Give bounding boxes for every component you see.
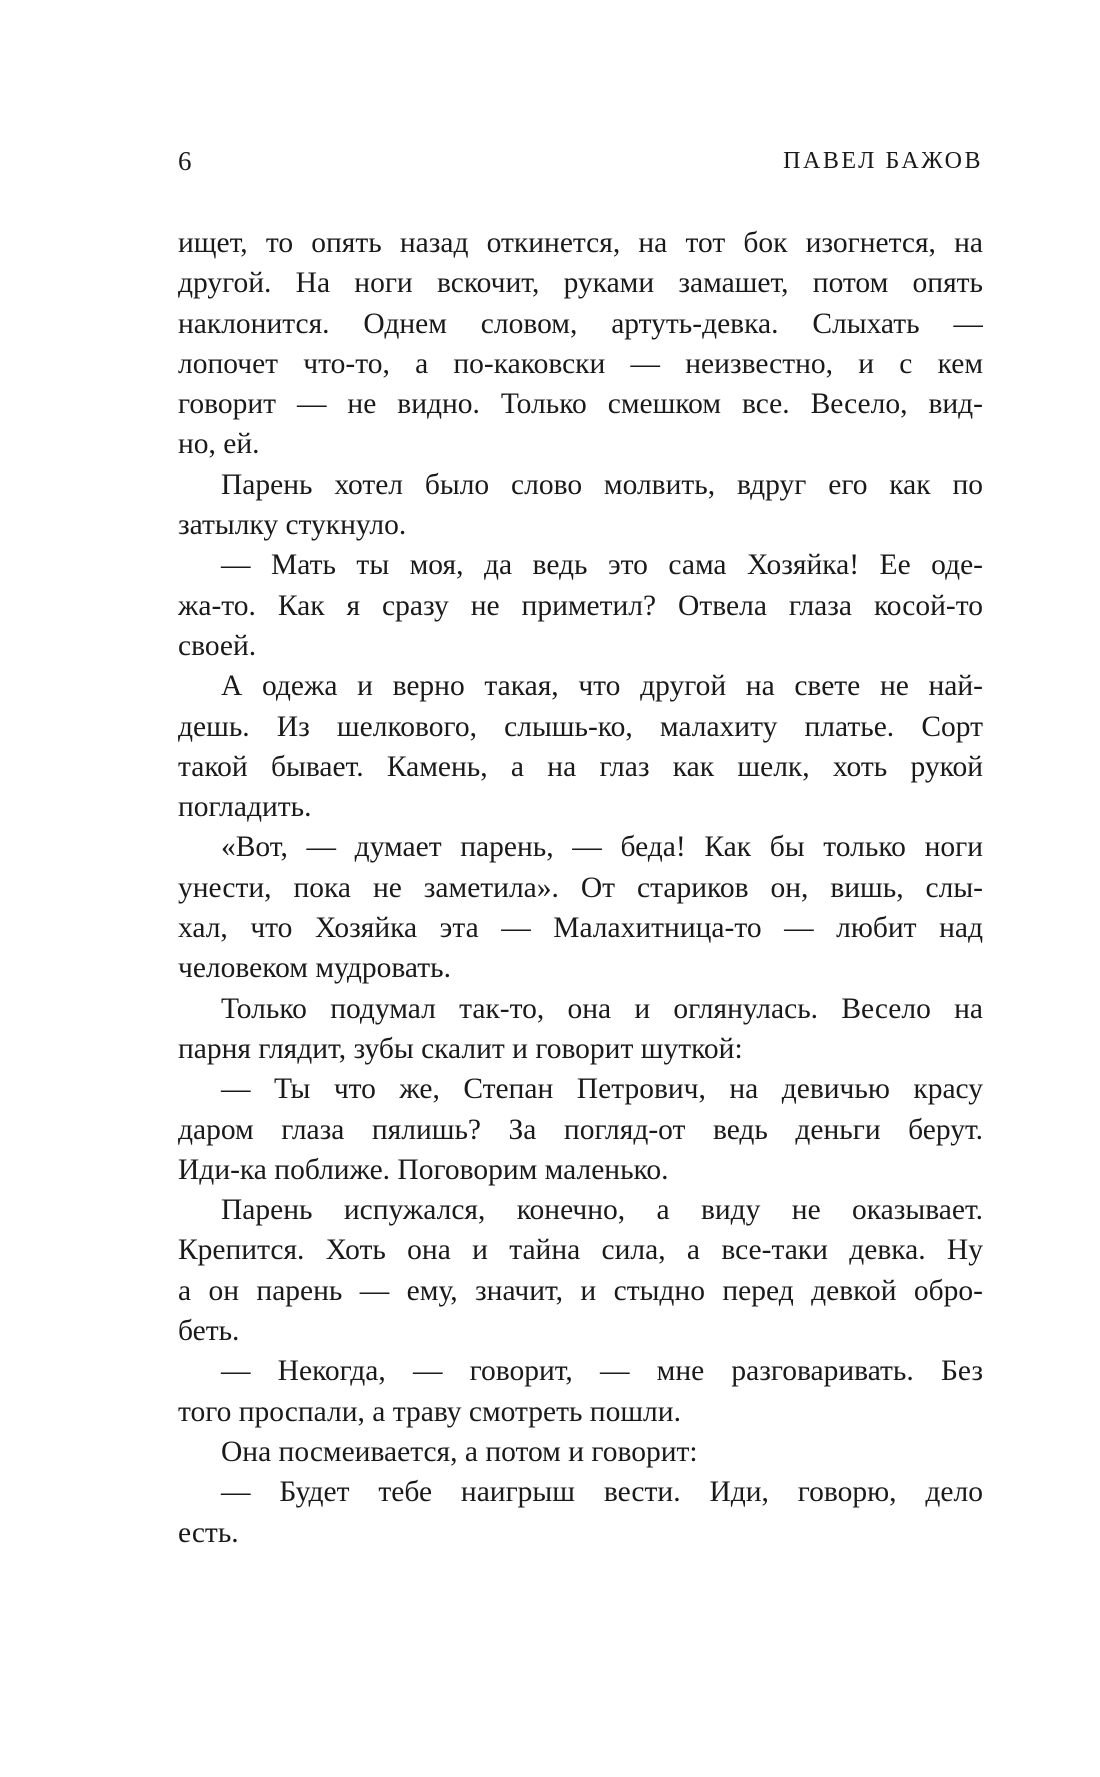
text-line: Она посмеивается, а потом и говорит: bbox=[221, 1435, 698, 1468]
page-number: 6 bbox=[178, 146, 192, 176]
text-line: — Ты что же, Степан Петрович, на девичью красу bbox=[221, 1073, 983, 1106]
text-line: унести, пока не заметила». От стариков он, вишь, слы- bbox=[178, 871, 983, 904]
text-line: Крепится. Хоть она и тайна сила, а все-таки девка. Ну bbox=[178, 1234, 983, 1267]
text-line: затылку стукнуло. bbox=[178, 509, 407, 542]
text-line: того проспали, а траву смотреть пошли. bbox=[178, 1395, 681, 1428]
body-text bbox=[178, 223, 983, 1553]
text-line: Иди-ка поближе. Поговорим маленько. bbox=[178, 1153, 669, 1186]
text-line: хал, что Хозяйка эта — Малахитница-то — любит над bbox=[178, 912, 983, 945]
running-header bbox=[178, 143, 983, 183]
text-line: своей. bbox=[178, 629, 257, 662]
text-line: Парень хотел было слово молвить, вдруг его как по bbox=[221, 468, 983, 501]
text-line: такой бывает. Камень, а на глаз как шелк, хоть рукой bbox=[178, 750, 983, 783]
text-line: жа-то. Как я сразу не приметил? Отвела глаза косой-то bbox=[178, 589, 983, 622]
text-line: погладить. bbox=[178, 791, 312, 824]
text-line: есть. bbox=[178, 1516, 239, 1549]
text-line: Парень испужался, конечно, а виду не оказывает. bbox=[221, 1194, 983, 1227]
text-line: а он парень — ему, значит, и стыдно перед девкой обро- bbox=[178, 1274, 983, 1307]
text-line: — Будет тебе наигрыш вести. Иди, говорю, дело bbox=[221, 1476, 983, 1509]
text-line: наклонится. Однем словом, артуть-девка. Слыхать — bbox=[178, 307, 983, 340]
text-line: Только подумал так-то, она и оглянулась. Весело на bbox=[221, 992, 983, 1025]
text-line: — Мать ты моя, да ведь это сама Хозяйка! Ее оде- bbox=[221, 549, 983, 582]
text-line: — Некогда, — говорит, — мне разговаривать. Без bbox=[221, 1355, 983, 1388]
text-line: но, ей. bbox=[178, 428, 260, 461]
text-line: ищет, то опять назад откинется, на тот бок изогнется, на bbox=[178, 227, 983, 259]
text-line: говорит — не видно. Только смешком все. Весело, вид- bbox=[178, 388, 983, 421]
text-line: дешь. Из шелкового, слышь-ко, малахиту платье. Сорт bbox=[178, 710, 983, 743]
text-line: беть. bbox=[178, 1315, 240, 1348]
author-name: ПАВЕЛ БАЖОВ bbox=[783, 148, 983, 174]
text-line: А одежа и верно такая, что другой на свете не най- bbox=[221, 670, 983, 703]
text-line: человеком мудровать. bbox=[178, 952, 451, 985]
text-line: парня глядит, зубы скалит и говорит шуткой: bbox=[178, 1032, 743, 1065]
text-line: другой. На ноги вскочит, руками замашет, потом опять bbox=[178, 267, 983, 300]
text-line: даром глаза пялишь? За погляд-от ведь деньги берут. bbox=[178, 1113, 983, 1146]
text-line: лопочет что-то, а по-каковски — неизвестно, и с кем bbox=[178, 347, 983, 380]
text-line: «Вот, — думает парень, — беда! Как бы только ноги bbox=[221, 831, 983, 864]
